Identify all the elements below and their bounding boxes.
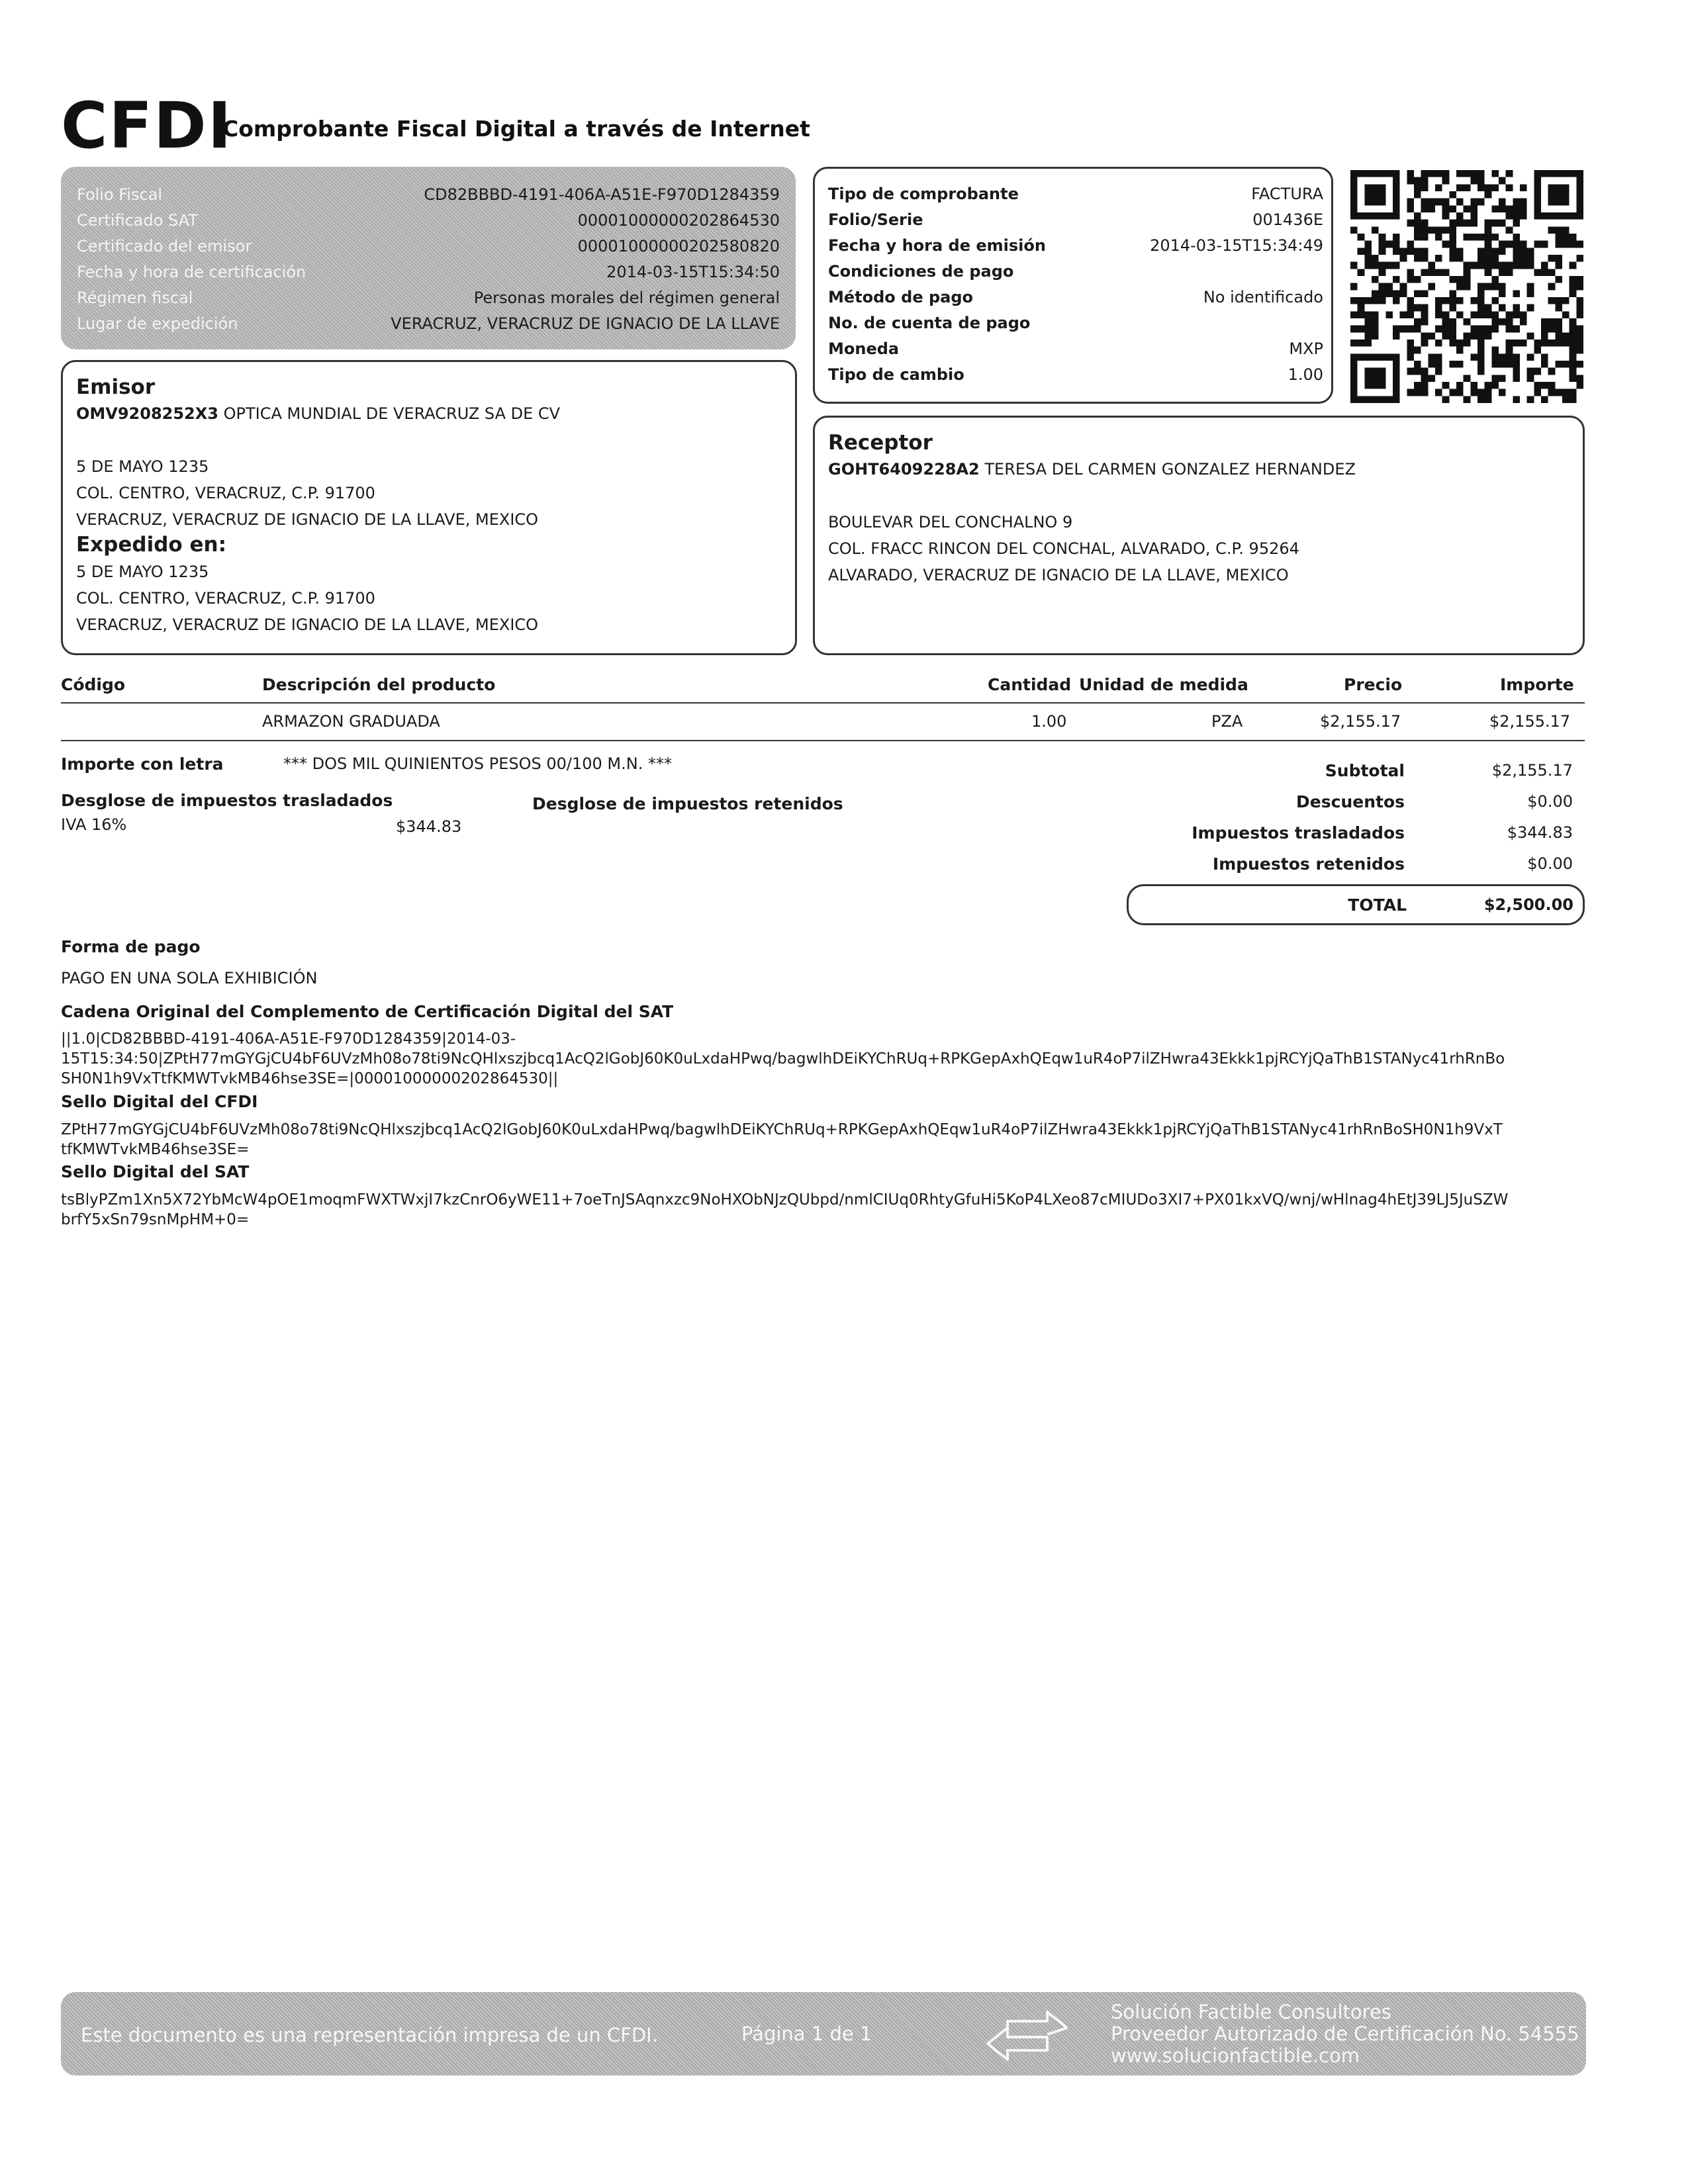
col-header-descripcion: Descripción del producto — [262, 675, 496, 694]
descuentos-label: Descuentos — [1296, 792, 1405, 811]
comprobante-value: 001436E — [1252, 210, 1323, 229]
footer-company — [1111, 2001, 1579, 2067]
comprobante-label: Fecha y hora de emisión — [828, 236, 1046, 255]
fiscal-label: Lugar de expedición — [77, 314, 238, 333]
footer-note: Este documento es una representación impresa de un CFDI. — [81, 2024, 658, 2046]
comprobante-row — [828, 336, 1323, 361]
expedido-title: Expedido en: — [76, 533, 226, 557]
fiscal-value: CD82BBBD-4191-406A-A51E-F970D1284359 — [424, 185, 780, 204]
fiscal-value: 00001000000202864530 — [577, 210, 780, 230]
fiscal-row — [77, 285, 780, 310]
footer-bar — [61, 1992, 1586, 2075]
impuestos-retenidos-label: Impuestos retenidos — [1212, 854, 1405, 874]
col-header-codigo: Código — [61, 675, 126, 694]
row-precio: $2,155.17 — [1320, 712, 1401, 731]
importe-letra-label: Importe con letra — [61, 754, 224, 774]
comprobante-value: FACTURA — [1251, 184, 1323, 203]
receptor-title: Receptor — [828, 431, 933, 455]
fiscal-label: Fecha y hora de certificación — [77, 262, 306, 281]
fiscal-value: VERACRUZ, VERACRUZ DE IGNACIO DE LA LLAVE — [391, 314, 780, 333]
cadena-line: SH0N1h9VxTtfKMWTvkMB46hse3SE=|00001000000202864530|| — [61, 1070, 559, 1087]
comprobante-value: 2014-03-15T15:34:49 — [1150, 236, 1323, 255]
comprobante-label: Moneda — [828, 339, 900, 358]
comprobante-row — [828, 232, 1323, 258]
receptor-name: TERESA DEL CARMEN GONZALEZ HERNANDEZ — [984, 460, 1356, 478]
comprobante-row — [828, 258, 1323, 284]
comprobante-label: Condiciones de pago — [828, 261, 1014, 281]
col-header-precio: Precio — [1344, 675, 1403, 694]
fiscal-label: Régimen fiscal — [77, 288, 193, 307]
fiscal-value: Personas morales del régimen general — [473, 288, 780, 307]
sello-cfdi-value — [61, 1120, 1590, 1160]
receptor-identity — [828, 460, 1356, 478]
fiscal-value: 00001000000202580820 — [577, 236, 780, 255]
importe-letra-value: *** DOS MIL QUINIENTOS PESOS 00/100 M.N. *** — [283, 754, 672, 773]
sello-sat-line: brfY5xSn79snMpHM+0= — [61, 1211, 250, 1228]
sello-sat-value — [61, 1190, 1590, 1230]
comprobante-value: No identificado — [1203, 287, 1323, 306]
expedido-address-line: VERACRUZ, VERACRUZ DE IGNACIO DE LA LLAVE, MEXICO — [76, 615, 539, 634]
emisor-title: Emisor — [76, 375, 156, 399]
col-header-importe: Importe — [1500, 675, 1574, 694]
emisor-address-line: COL. CENTRO, VERACRUZ, C.P. 91700 — [76, 484, 375, 502]
comprobante-row — [828, 310, 1323, 336]
sello-sat-label: Sello Digital del SAT — [61, 1162, 250, 1181]
col-header-unidad: Unidad de medida — [1079, 675, 1248, 694]
comprobante-row — [828, 284, 1323, 310]
emisor-box — [61, 360, 797, 655]
comprobante-label: Tipo de comprobante — [828, 184, 1019, 203]
fiscal-row — [77, 259, 780, 285]
comprobante-value: 1.00 — [1288, 365, 1323, 384]
retenidos-label: Desglose de impuestos retenidos — [532, 794, 843, 813]
emisor-address-line: 5 DE MAYO 1235 — [76, 457, 209, 476]
qr-code-icon — [1350, 168, 1583, 405]
footer-company-line: Solución Factible Consultores — [1111, 2001, 1391, 2023]
emisor-rfc: OMV9208252X3 — [76, 404, 218, 423]
table-header-rule — [61, 702, 1585, 704]
total-label: TOTAL — [1348, 895, 1407, 915]
cadena-value — [61, 1029, 1590, 1089]
total-value: $2,500.00 — [1483, 895, 1573, 914]
footer-company-line: Proveedor Autorizado de Certificación No. 54555 — [1111, 2023, 1579, 2045]
iva-label: IVA 16% — [61, 815, 127, 834]
fiscal-info-box — [61, 167, 796, 349]
receptor-address-line: ALVARADO, VERACRUZ DE IGNACIO DE LA LLAVE, MEXICO — [828, 566, 1289, 584]
document-subtitle: Comprobante Fiscal Digital a través de Internet — [222, 116, 810, 142]
cfdi-logo: CFDI — [61, 89, 233, 163]
expedido-address-line: 5 DE MAYO 1235 — [76, 563, 209, 581]
expedido-address-line: COL. CENTRO, VERACRUZ, C.P. 91700 — [76, 589, 375, 608]
fiscal-label: Certificado SAT — [77, 210, 198, 230]
comprobante-row — [828, 181, 1323, 206]
subtotal-value: $2,155.17 — [1491, 761, 1573, 780]
receptor-box — [813, 416, 1585, 655]
cadena-line: ||1.0|CD82BBBD-4191-406A-A51E-F970D1284359|2014-03- — [61, 1030, 516, 1048]
total-box — [1127, 884, 1585, 925]
impuestos-trasladados-label: Impuestos trasladados — [1192, 823, 1405, 842]
emisor-address-line: VERACRUZ, VERACRUZ DE IGNACIO DE LA LLAVE, MEXICO — [76, 510, 539, 529]
trasladados-label: Desglose de impuestos trasladados — [61, 791, 393, 810]
table-footer-rule — [61, 740, 1585, 741]
cadena-line: 15T15:34:50|ZPtH77mGYGjCU4bF6UVzMh08o78ti9NcQHlxszjbcq1AcQ2lGobJ60K0uLxdaHPwq/bagwlhDEiKYChRUq+RPKGepAxhQEqw1uR4oP7ilZHwra43Ekkk1pjRCYjQaThB1STANyc41rhRnBo — [61, 1050, 1505, 1068]
row-importe: $2,155.17 — [1489, 712, 1571, 731]
comprobante-row — [828, 361, 1323, 387]
forma-pago-value: PAGO EN UNA SOLA EXHIBICIÓN — [61, 969, 318, 987]
fiscal-row — [77, 207, 780, 233]
subtotal-label: Subtotal — [1325, 761, 1405, 780]
comprobante-label: Folio/Serie — [828, 210, 923, 229]
sello-cfdi-line: tfKMWTvkMB46hse3SE= — [61, 1141, 250, 1158]
fiscal-row — [77, 233, 780, 259]
row-descripcion: ARMAZON GRADUADA — [262, 712, 440, 731]
exchange-arrows-icon — [981, 2009, 1074, 2062]
impuestos-trasladados-value: $344.83 — [1507, 823, 1573, 842]
descuentos-value: $0.00 — [1527, 792, 1573, 811]
fiscal-label: Certificado del emisor — [77, 236, 252, 255]
footer-company-line: www.solucionfactible.com — [1111, 2044, 1360, 2067]
fiscal-row — [77, 310, 780, 336]
sello-cfdi-line: ZPtH77mGYGjCU4bF6UVzMh08o78ti9NcQHlxszjbcq1AcQ2lGobJ60K0uLxdaHPwq/bagwlhDEiKYChRUq+RPKGepAxhQEqw1uR4oP7ilZHwra43Ekkk1pjRCYjQaThB1STANyc41rhRnBoSH0N1h9VxT — [61, 1121, 1503, 1138]
comprobante-label: Tipo de cambio — [828, 365, 964, 384]
fiscal-row — [77, 181, 780, 207]
fiscal-value: 2014-03-15T15:34:50 — [606, 262, 780, 281]
row-cantidad: 1.00 — [1031, 712, 1067, 731]
comprobante-row — [828, 206, 1323, 232]
emisor-identity — [76, 404, 560, 423]
sello-cfdi-label: Sello Digital del CFDI — [61, 1092, 258, 1111]
iva-value: $344.83 — [396, 817, 462, 836]
row-unidad: PZA — [1211, 712, 1243, 731]
footer-page: Página 1 de 1 — [741, 2023, 872, 2045]
receptor-address-line: COL. FRACC RINCON DEL CONCHAL, ALVARADO, C.P. 95264 — [828, 539, 1299, 558]
comprobante-value: MXP — [1289, 339, 1323, 358]
receptor-address-line: BOULEVAR DEL CONCHALNO 9 — [828, 513, 1073, 531]
sello-sat-line: tsBlyPZm1Xn5X72YbMcW4pOE1moqmFWXTWxjI7kzCnrO6yWE11+7oeTnJSAqnxzc9NoHXObNJzQUbpd/nmlCIUq0RhtyGfuHi5KoP4LXeo87cMIUDo3XI7+PX01kxVQ/wnj/wHlnag4hEtJ39LJ5JuSZW — [61, 1191, 1509, 1208]
fiscal-label: Folio Fiscal — [77, 185, 163, 204]
receptor-rfc: GOHT6409228A2 — [828, 460, 980, 478]
forma-pago-label: Forma de pago — [61, 937, 201, 956]
impuestos-retenidos-value: $0.00 — [1527, 854, 1573, 873]
comprobante-label: Método de pago — [828, 287, 973, 306]
cadena-label: Cadena Original del Complemento de Certificación Digital del SAT — [61, 1002, 674, 1021]
comprobante-info-box — [813, 167, 1333, 404]
col-header-cantidad: Cantidad — [988, 675, 1072, 694]
comprobante-label: No. de cuenta de pago — [828, 313, 1031, 332]
emisor-name: OPTICA MUNDIAL DE VERACRUZ SA DE CV — [223, 404, 561, 423]
